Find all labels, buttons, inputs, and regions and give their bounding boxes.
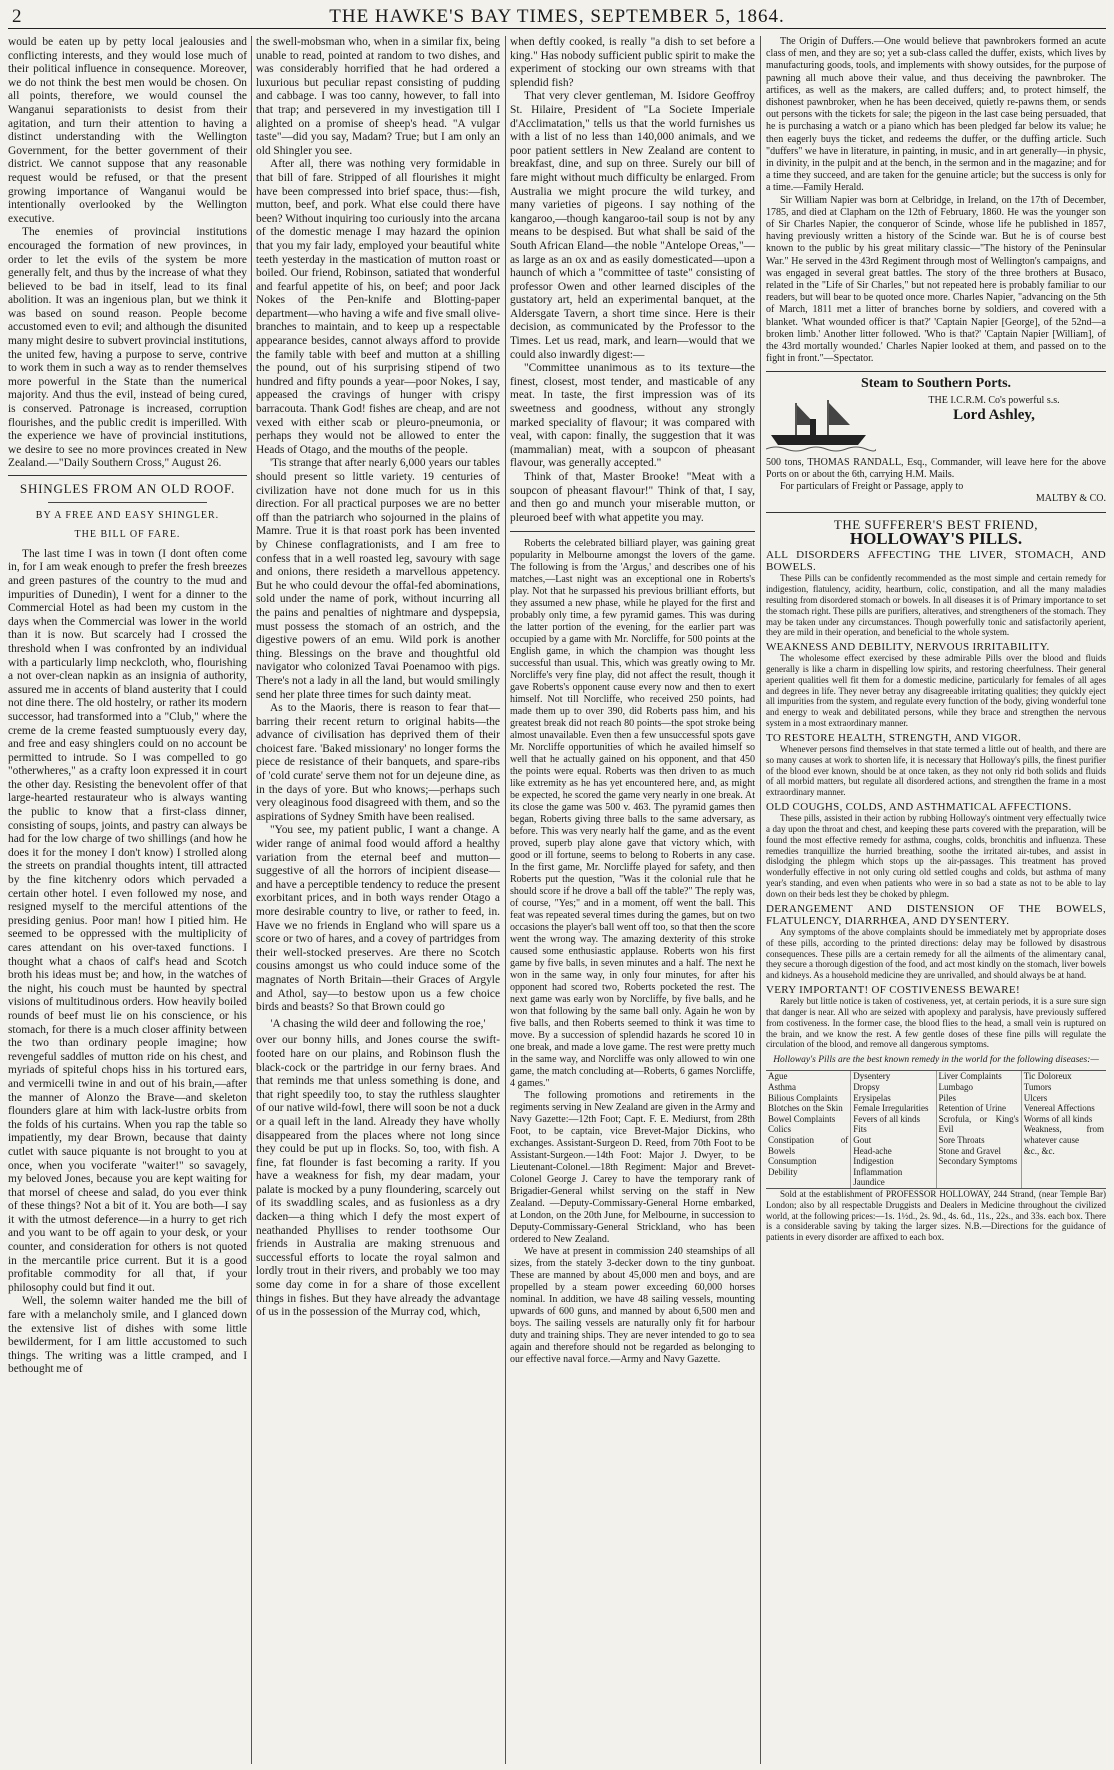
- column-divider: [251, 36, 252, 1764]
- article-paragraph: The Origin of Duffers.—One would believe that pawnbrokers formed an acute class of men, and they are so; yet a sub-class called the duffer, exists, which lives by manufacturing goods, tools, and implements with showy outsides, for the purpose of pawning all much above their value, and thus deceiving the pawnbroker. The artifices, as well as the makers, are called duffers; and, to protect himself, the dishonest pawnbroker, when he has been deceived, quietly re-pawns them, or sends out persons with the tickets for sale; the pigeon in the last case being persuaded, that he is purchasing a watch or a piano which has been pledged far below its value; he then eagerly buys the ticket, and redeems the duffer, or the duffing article. Such "duffers" we have in literature, in painting, in music, and in art generally—in physic, in divinity, in the pulpit and at the bench, in the sermon and in the magazine; and for a time they succeed, and are taken for the genuine article; but the success is only for a time.—Family Herald.: [766, 36, 1106, 194]
- ad-section-heading: ALL DISORDERS AFFECTING THE LIVER, STOMACH, AND BOWELS.: [766, 548, 1106, 574]
- steamship-icon: [766, 395, 876, 455]
- article-subheading: THE BILL OF FARE.: [74, 529, 181, 541]
- ad-section-heading: VERY IMPORTANT! OF COSTIVENESS BEWARE!: [766, 984, 1020, 997]
- ad-section-heading: TO RESTORE HEALTH, STRENGTH, AND VIGOR.: [766, 731, 1022, 744]
- ad-section-heading: DERANGEMENT AND DISTENSION OF THE BOWELS, FLATULENCY, DIARRHŒA, AND DYSENTERY.: [766, 902, 1106, 927]
- ad-product-name: HOLLOWAY'S PILLS.: [849, 528, 1023, 548]
- column-2: [256, 36, 500, 1762]
- page-number: 2: [12, 6, 22, 27]
- article-paragraph: 'Tis strange that after nearly 6,000 years our tables should present so little variety. 19 centuries of civilization have not done much for us in this direction. For all practical purposes we are no better off than the patriarch who sojourned in the plains of Mamre. True it is that roast pork has been invented by Chinese conflagrationists, and I am free to confess that in a well roasted leg, savoury with sage and onions, there resideth a marvellous appetency. But he who could devour the offal-fed abominations, sold under the name of pork, without incurring all the pains and penalties of nightmare and dyspepsia, must possess the stomach of an ostrich, and the digestive powers of an emu. Wild pork is another thing. Blessings on the brave and thoughtful old navigator who colonized Tavai Poenamoo with pigs. There's not a lady in all the land, but would smilingly send her plate three times for such dainty meat.: [256, 457, 500, 701]
- article-paragraph: The following promotions and retirements in the regiments serving in New Zealand are given in the Army and Navy Gazette:—12th Foot; Capt. F. E. Mediurst, from 28th Foot, to be captain, vice Brevet-Major Dickins, who exchanges. Assistant-Surgeon D. Reed, from 70th Foot to be Assistant-Surgeon.—14th Foot: Major J. Dwyer, to be Lieutenant-Colonel.—18th Regiment: Major and Brevet-Colonel George J. Carey to have the temporary rank of Brigadier-General whilst serving on the staff in New Zealand. —Deputy-Commissary-General Horne embarked, at London, on the 20th June, for Melbourne, in succession to Deputy-Commissary-General Strickland, who has been ordered to New Zealand.: [510, 1090, 755, 1246]
- article-paragraph: As to the Maoris, there is reason to fear that—barring their recent return to original habits—the advance of civilisation has deprived them of their choicest fare. 'Baked missionary' no longer forms the piece de resistance of their banquets, and spare-ribs of 'cold curate' serve them not for un dejeune dine, as in the days of yore. But who knows;—perhaps such very oleaginous food disagreed with them, and so the aspirations of Sydney Smith have been realised.: [256, 702, 500, 823]
- article-paragraph: when deftly cooked, is really "a dish to set before a king." Has nobody sufficient public spirit to make the experiment of stocking our own streams with that splendid fish?: [510, 36, 755, 89]
- ad-body: 500 tons, THOMAS RANDALL, Esq., Commander, will leave here for the above Ports on or about the 6th, carrying H.M. Mails.: [766, 456, 1106, 480]
- disease-column: Dysentery Dropsy Erysipelas Female Irregularities Fevers of all kinds Fits Gout Head-ache Indigestion Inflammation Jaundice: [851, 1071, 936, 1188]
- article-byline: BY A FREE AND EASY SHINGLER.: [35, 509, 220, 521]
- article-paragraph: Roberts the celebrated billiard player, was gaining great popularity in Melbourne amongst the lovers of the game. The following is from the 'Argus,' and describes one of his matches,—Last night was an exceptional one in Roberts's play. Not that he surpassed his previous brilliant efforts, but they assumed a new phase, while he played for the first and probably only time, a few pyramid games. This was during the latter portion of the evening, for the earlier part was occupied by a game with Mr. Norcliffe, for 500 points at the English game, in which the champion was thought less successful than usual. This, which was greatly owing to Mr. Norcliffe's very fine play, did not affect the result, though it gave Roberts's opponent cause every now and then to exert himself. Not till Norcliffe, who received 250 points, had made them up to over 390, did Roberts pass him, and his greatest break did not reach 80 points—the spot stroke being almost unavailable. Even then a few unsuccessful spots gave Mr. Norcliffe opportunities of which he availed himself so well that he actually gained on his opponent, and that 450 the points were equal. Roberts was then driven to as much like extremity as he has yet encountered here, and, as might be expected, he scored the game very nearly in one break. At its close the game was 500 v. 463. The pyramid games then began, Roberts giving three balls to the same adversary, as before. This was very nearly half the game, and as the event proved, superb play alone gave that victory which, with good or ill fortune, seems to belong to Roberts in any case. In the first game, Mr. Norcliffe played for safety, and then Roberts put the question, "Was it the colonial rule that he should score if he drove a ball off the table?" The reply was, of course, "Yes;" and in a moment, off went the ball. This feat was repeated several times during the games, but on two occasions the player's ball went off too, so that then the score went the wrong way. The amazing dexterity of this stroke caused some enthusiastic applause. Roberts won his first game by five balls, in seven minutes and a half. The next he won in the same way, in only four minutes, for after his opponent had scored two, Roberts pocketed the rest. The next game was early won by Norcliffe, by five balls, and he won that following by the same ball only. Again he won by five balls, and then Roberts seemed to think it was time to move. By a succession of splendid hazards he scored 10 in one break, and made a love game. The rest were pretty much in the same way, and Norcliffe was only allowed to win one game, the match concluding at—Roberts, 6 games Norcliffe, 4 games.": [510, 538, 755, 1090]
- disease-column: Liver Complaints Lumbago Piles Retention of Urine Scrofula, or King's Evil Sore Throats Stone and Gravel Secondary Symptoms: [937, 1071, 1022, 1188]
- article-paragraph: We have at present in commission 240 steamships of all sizes, from the stately 3-decker down to the tiny gunboat. These are manned by about 45,000 men and boys, and are propelled by a steam power exceeding 60,000 horses nominal. In addition, we have 48 sailing vessels, mounting upwards of 600 guns, and manned by about 6,500 men and boys. The sailing vessels are naturally only fit for harbour duty and training ships. They are never intended to go to sea again and therefore should not be regarded as belonging to our effective naval force.—Army and Navy Gazette.: [510, 1246, 755, 1366]
- article-paragraph: "You see, my patient public, I want a change. A wider range of animal food would afford a healthy variation from the eternal beef and mutton—suggestive of all the horrors of incipient disease—and have a perceptible tendency to reduce the present exorbitant prices, and in both ways render Otago a more desirable country to live, or rather to feed, in. Have we no friends in England who will spare us a score or two of hares, and a covey of partridges from their well-stocked preserves. Are there no Scotch cousins amongst us who could induce some of the magnates of North Britain—their Graces of Argyle and Athol, say—to bestow upon us a few choice birds and beasts? So that Brown could go: [256, 824, 500, 1014]
- ad-section-text: These Pills can be confidently recommended as the most simple and certain remedy for indigestion, flatulency, acidity, heartburn, colic, constipation, and all the many maladies resulting from disordered stomach or bowels. In all diseases it is of Primary importance to set the stomach right. These pills are purifiers, alteratives, and strengtheners of the stomach. They may be taken under any circumstances. Though powerfully tonic and satisfactorily aperient, they are mild in their operation, and beneficial to the whole system.: [766, 573, 1106, 638]
- article-paragraph: That very clever gentleman, M. Isidore Geoffroy St. Hilaire, President of "La Societe Imperiale d'Acclimatation," tells us that the world furnishes us with a list of no less than 140,000 animals, and we poor patient settlers in New Zealand are content to breakfast, dine, and sup on three. Surely our bill of fare might without much difficulty be enlarged. From Australia we might procure the wild turkey, and many varieties of pigeons. I say nothing of the kangaroo,—though kangaroo-tail soup is not by any means to be despised. But what shall be said of the South African Eland—the noble "Antelope Oreas,"—as large as an ox and as easily domesticated—upon a haunch of which a "committee of taste" consisting of professor Owen and other learned disciples of the gustatory art, held an experimental banquet, at the Aldersgate Tavern, a short time since. Here is their decision, as communicated by the Professor to the Times. Let us read, mark, and learn—would that we could also inwardly digest:—: [510, 90, 755, 361]
- ad-headline: THE SUFFERER'S BEST FRIEND,: [833, 516, 1039, 532]
- article-paragraph: "Committee unanimous as to its texture—the finest, closest, most tender, and masticable of any meat. In taste, the first impression was of its sweetness and goodness, without any strongly marked speciality of flavour; it was compared with veal, with capon: finally, the suggestion that it was (mammalian) meat, with a soupcon of pheasant flavour, was generally accepted.": [510, 362, 755, 470]
- ad-agent: MALTBY & CO.: [1035, 493, 1106, 505]
- article-heading: SHINGLES FROM AN OLD ROOF.: [8, 475, 247, 496]
- holloway-advertisement: [766, 516, 1106, 1243]
- shipping-advertisement: [766, 378, 1106, 505]
- ad-ship-name: Lord Ashley,: [953, 406, 1035, 423]
- disease-column: Ague Asthma Bilious Complaints Blotches on the Skin Bowel Complaints Colics Constipation of Bowels Consumption Debility: [766, 1071, 851, 1188]
- article-paragraph: Think of that, Master Brooke! "Meat with a soupcon of pheasant flavour!" Think of that, I say, and then go and munch your miserable mutton, or pleuroed beef with what appetite you may.: [510, 471, 755, 524]
- article-paragraph: The last time I was in town (I dont often come in, for I am weak enough to prefer the fresh breezes and green pastures of the country to the mud and impurities of Dunedin), I went for a dinner to the Commercial Hotel as had been my custom in the days when the Commercial was lower in the world than it is now. But scarcely had I crossed the threshold when I was confronted by an individual with a particularly limp neckcloth, who, flourishing a not over-clean napkin as an insignia of authority, assured me in accents of bland austerity that I could not dine there. The old hostelry, or rather its modern successor, had transformed into a "Club," where the creme de la creme feasted sumptuously every day, and free and easy shinglers could on no account be permitted to intrude. So I was compelled to go "otherwheres," as a crafty loon expressed it in court the other day. Resisting the benevolent offer of that large-hearted restaurateur who is always wanting the public to know that a first-class dinner, consisting of soups, joints, and pastry can always be had for the low charge of two shillings (and how he does it for the money I don't know) I strolled along the streets on prandial thoughts intent, till attracted by the fine kitchenry odors which pervaded a certain other hotel. I even followed my nose, and resigned myself to the merciful attentions of the presiding genius. Poor man! how I pitied him. He seemed to be oppressed with the multiplicity of cares attendant on his over-taxed functions. I thought what a chaos of calf's head and Scotch broth his ideas must be; and how, in the watches of the night, his couch must be haunted by spectral visions of multitudinous orders. How heavily boiled rounds of beef must lie on his conscience, or his stomach, for there is a much closer affinity between the two than ordinary people imagine; how revengeful saddles of mutton ride on his chest, and myriads of spiteful chops hiss in his tortured ears, and vermicelli twine in and out of his brain,—after the manner of Alonzo the Brave—and skeleton flounders glare at him with lack-lustre orbits from the folds of his curtains. When you rap the table so impatiently, my dear Brown, because that dainty cutlet with sauce piquante is not brought to you at once, when you vociferate "waiter!" so savagely, my beloved Jones, because you are kept waiting for that morsel of cheese and salad, do you ever think of these things? Not a bit of it. You are both—I say it with the utmost deference—in a hurry to get rich and you want to be off again to your desk, or your counter, and consideration for others is not quoted in the mercantile price current. But it is a good profitable commodity for all that, if your philosophy could but find it out.: [8, 547, 247, 1294]
- column-4: [766, 36, 1106, 1762]
- ad-section-text: Whenever persons find themselves in that state termed a little out of health, and there are so many causes at work to shorten life, it is necessary that Holloway's pills, the finest purifier of the blood ever known, should be at once taken, as they not only rid both solids and fluids of all morbid matters, but regulate all disordered actions, and strengthen the frame in a most extraordinary manner.: [766, 744, 1106, 798]
- divider: [766, 512, 1106, 513]
- article-paragraph: Well, the solemn waiter handed me the bill of fare with a melancholy smile, and I glanced down the extensive list of dishes with some little bewilderment, for I am little accustomed to such things. The writing was a little cramped, and I bethought me of: [8, 1295, 247, 1376]
- ad-section-text: The wholesome effect exercised by these admirable Pills over the blood and fluids generally is like a charm in dispelling low spirits, and restoring cheerfulness. Their general aperient qualities well fit them for a domestic medicine, particularly for females of all ages and degrees in life. They never betray any disagreeable irritating qualities; they quickly eject all impurities from the system, and regulate every function of the body, giving wonderful tone and energy to weak and debilitated persons, while they brace and strengthen the nervous system in a most extraordinary manner.: [766, 653, 1106, 729]
- article-paragraph: the swell-mobsman who, when in a similar fix, being unable to read, pointed at random to two dishes, and was considerably horrified that he had ordered a luxurious but peculiar repast consisting of pudding and cabbage. I was too canny, however, to fall into that trap; and persevered in my investigation till I alighted on a promise of sheep's head. "A vulgar taste"—did you say, Madam? True; but I am only an old Shingler you see.: [256, 36, 500, 157]
- article-paragraph: would be eaten up by petty local jealousies and conflicting interests, and they would lose much of their political influence in consequence. Moreover, we do not think the best men would be chosen. On all points, therefore, we would counsel the Wanganui separationists to desist from their agitation, and turn their attention to having a distinct understanding with the Wellington Government, for the better government of their district. We cannot suppose that any reasonable request would be refused, or that the present growing importance of Wanganui would be intentionally overlooked by the Wellington executive.: [8, 36, 247, 225]
- article-paragraph: over our bonny hills, and Jones course the swift-footed hare on our plains, and Robinson flush the black-cock or the partridge in our ferny braes. And that reminds me that unless something is done, and that right speedily too, to stay the ruthless slaughter of our native wild-fowl, there will soon be not a duck or a quail left in the land. Already they have wholly disappeared from the places where not long since they could be put up in flocks. So, too, with fish. A fine, fat flounder is fast becoming a rarity. If you have a weakness for fish, my dear madam, your palate is mocked by a puny floundering, scarcely out of its swaddling scales, and as fusionless as a dry dacken—a thing which I defy the most expert of neathanded Phyllises to render toothsome Our friends in Australia are making strenuous and successful efforts to locate the royal salmon and lordly trout in their rivers, and probably we too may some day come in for a share of those excellent things in fishes. But they have already the advantage of us in the possession of the Murray cod, which,: [256, 1034, 500, 1319]
- ad-section-heading: WEAKNESS AND DEBILITY, NERVOUS IRRITABILITY.: [766, 641, 1050, 654]
- divider: [510, 531, 755, 532]
- divider: [48, 502, 207, 503]
- newspaper-title: THE HAWKE'S BAY TIMES, SEPTEMBER 5, 1864.: [329, 6, 785, 27]
- column-3: [510, 36, 755, 1762]
- column-divider: [505, 36, 506, 1764]
- ad-section-text: Rarely but little notice is taken of costiveness, yet, at certain periods, it is a sure sure sign that danger is near. All who are seized with apoplexy and paralysis, have previously suffered from costiveness. In the former case, the blood flies to the head, a small vein is ruptured on the brain, and we know the rest. A few gentle doses of these fine pills will regulate the circulation of the blood, and remove all dangerous symptoms.: [766, 996, 1106, 1050]
- small-print-section: [510, 538, 755, 1366]
- article-paragraph: After all, there was nothing very formidable in that bill of fare. Stripped of all flourishes it might have been compressed into brief space, thus:—fish, mutton, beef, and pork. What else could there have been? Without inquiring too curiously into the arcana of the domestic menage I may hazard the opinion that you my fair lady, employed your beautiful white teeth yesterday in the mastication of mutton roast or boiled. Our friend, Robinson, satiated that wonderful and fearful appetite of his, on beef; and poor Jack Nokes of the Pen-knife and Blotting-paper department—who having a wife and five small olive-branches to maintain, and to keep up a respectable appearance besides, cannot always afford to provide the family table with beef and mutton at a shilling the pound, out of his surprising stipend of two hundred and fifty pounds a year—poor Nokes, I say, appeased the cravings of hunger with crispy barracouta. Thank God! fishes are cheap, and are not vexed with either scab or pleuro-pneumonia, or perhaps they would not be allowed to enter the Heads of Otago, and the mouths of the people.: [256, 158, 500, 456]
- disease-column: Tic Doloreux Tumors Ulcers Venereal Affections Worms of all kinds Weakness, from whatever cause &c., &c.: [1023, 1071, 1104, 1156]
- ad-intro: THE I.C.R.M. Co's powerful s.s.: [928, 394, 1060, 406]
- divider: [766, 371, 1106, 372]
- ad-section-text: These pills, assisted in their action by rubbing Holloway's ointment very effectually twice a day upon the throat and chest, and keeping these parts covered with the preparation, will be found the most effective remedy for asthma, coughs, colds, bronchitis and influenza. These remedies tranquillize the hurried breathing, soothe the irritated air-tubes, and assist in dislodging the phlegm which stops up the air-passages. This treatment has proved wonderfully effective in not only curing old settled coughs and colds, but asthma of many year's standing, and even when patients who were in so bad a state as not to be able to lay down on their beds lest they be choked by phlegm.: [766, 813, 1106, 899]
- column-divider: [760, 36, 761, 1764]
- ad-freight: For particulars of Freight or Passage, apply to: [780, 481, 964, 493]
- masthead: [8, 6, 1106, 29]
- ad-title: Steam to Southern Ports.: [860, 376, 1012, 392]
- article-paragraph: The enemies of provincial institutions encouraged the formation of new provinces, in order to let the evils of the system be more generally felt, and thus by the increase of what they believed to be bad in itself, lead to its final abolition. It was an ingenious plan, but we think it was based on sound reason. People become accustomed even to evil; and although the disunited many might desire to subvert provincial institutions, the united few, having a purpose to serve, contrive to work them in such a way as to render themselves more powerful in the State than the numerical majority. And thus the evil, instead of being cured, is conserved. Patronage is increased, corruption flourishes, and the public credit is imperilled. With the experience we have of provincial institutions, we desire to see no more provinces created in New Zealand.—"Daily Southern Cross," August 26.: [8, 226, 247, 470]
- ad-section-text: Any symptoms of the above complaints should be immediately met by appropriate doses of these pills, according to the printed directions: delay may be followed by disastrous consequences. These pills are a certain remedy for all the ailments of the alimentary canal, they secure a thorough digestion of the food, and act most kindly on the stomach, liver bowels and kidneys. As a household medicine they are unrivalled, and should always be at hand.: [766, 927, 1106, 981]
- ad-section-heading: OLD COUGHS, COLDS, AND ASTHMATICAL AFFECTIONS.: [766, 801, 1072, 814]
- article-paragraph: Sir William Napier was born at Celbridge, in Ireland, on the 17th of December, 1785, and died at Clapham on the 12th of February, 1860. He was the younger son of Sir Charles Napier, the conqueror of Scinde, whose life he published in 1857, having previously written a history of the Scinde war. But he is of course best known to the public by his great military classic—"The history of the Peninsular War." He served in the 43rd Regiment through most of Wellington's campaigns, and was engaged in several great battles. The story of the three brothers at Busaco, related in the "Life of Sir Charles," but not repeated here is probably familiar to our readers, but will bear to be quoted once more. Charles Napier, "advancing on the 5th of March, 1811 met a litter of branches borne by soldiers, and covered with a blanket. 'What wounded officer is that?' 'Captain Napier [George], of the 52nd—a broken limb.' Another litter followed. 'Who is that?' 'Captain Napier [William], of the 43rd mortally wounded.' Charles Napier looked at them, and passed on to the fight in front."—Spectator.: [766, 194, 1106, 365]
- column-1: [8, 36, 247, 1762]
- ad-closing: Sold at the establishment of PROFESSOR HOLLOWAY, 244 Strand, (near Temple Bar) London; also by all respectable Druggists and Dealers in Medicine throughout the civilized world, at the following prices:—1s. 1½d., 2s. 9d., 4s. 6d., 11s., 22s., and 33s. each box. There is a considerable saving by taking the larger sizes. N.B.—Directions for the guidance of patients in every disorder are affixed to each box.: [766, 1188, 1106, 1243]
- disease-table: [766, 1070, 1106, 1189]
- disease-table-intro: Holloway's Pills are the best known remedy in the world for the following diseases:—: [773, 1055, 1099, 1066]
- verse-quote: 'A chasing the wild deer and following the roe,': [270, 1017, 486, 1030]
